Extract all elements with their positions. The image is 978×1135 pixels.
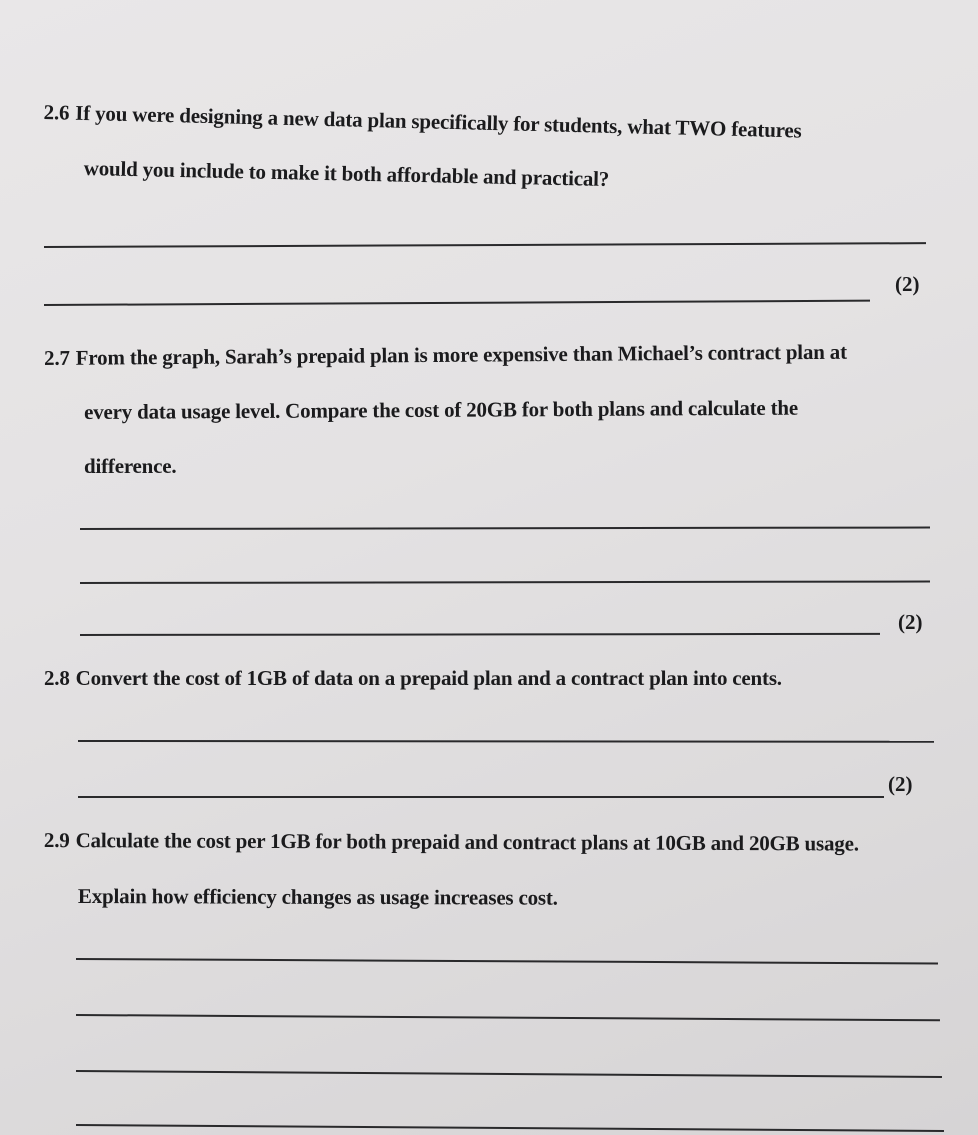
marks-label: (2) <box>888 772 913 796</box>
question-line: Explain how efficiency changes as usage increases cost. <box>77 884 558 910</box>
answer-line[interactable] <box>80 527 930 530</box>
answer-line[interactable] <box>44 242 926 247</box>
answer-line[interactable] <box>76 1124 944 1132</box>
answer-line[interactable] <box>80 581 930 584</box>
answer-line[interactable] <box>78 740 934 742</box>
marks-label: (2) <box>898 610 923 634</box>
question-number: 2.8 <box>44 666 70 690</box>
question-line: 2.8 Convert the cost of 1GB of data on a prepaid plan and a contract plan into cents. <box>44 666 782 690</box>
question-line: would you include to make it both affordable and practical? <box>83 156 610 191</box>
answer-line[interactable] <box>76 1070 942 1078</box>
question-number: 2.9 <box>43 828 70 853</box>
question-line: 2.7 From the graph, Sarah’s prepaid plan is more expensive than Michael’s contract plan at <box>44 339 847 370</box>
question-line: 2.9 Calculate the cost per 1GB for both prepaid and contract plans at 10GB and 20GB usage. <box>43 828 859 856</box>
question-line: difference. <box>84 454 177 478</box>
question-number: 2.7 <box>44 345 70 370</box>
question-number: 2.6 <box>43 100 70 125</box>
answer-line[interactable] <box>78 796 884 798</box>
marks-label: (2) <box>895 272 920 296</box>
answer-line[interactable] <box>76 1014 940 1021</box>
answer-line[interactable] <box>76 958 938 964</box>
question-line: every data usage level. Compare the cost of 20GB for both plans and calculate the <box>84 395 799 424</box>
question-line: 2.6 If you were designing a new data plan specifically for students, what TWO features <box>43 100 802 143</box>
answer-line[interactable] <box>80 633 880 636</box>
answer-line[interactable] <box>44 300 870 306</box>
